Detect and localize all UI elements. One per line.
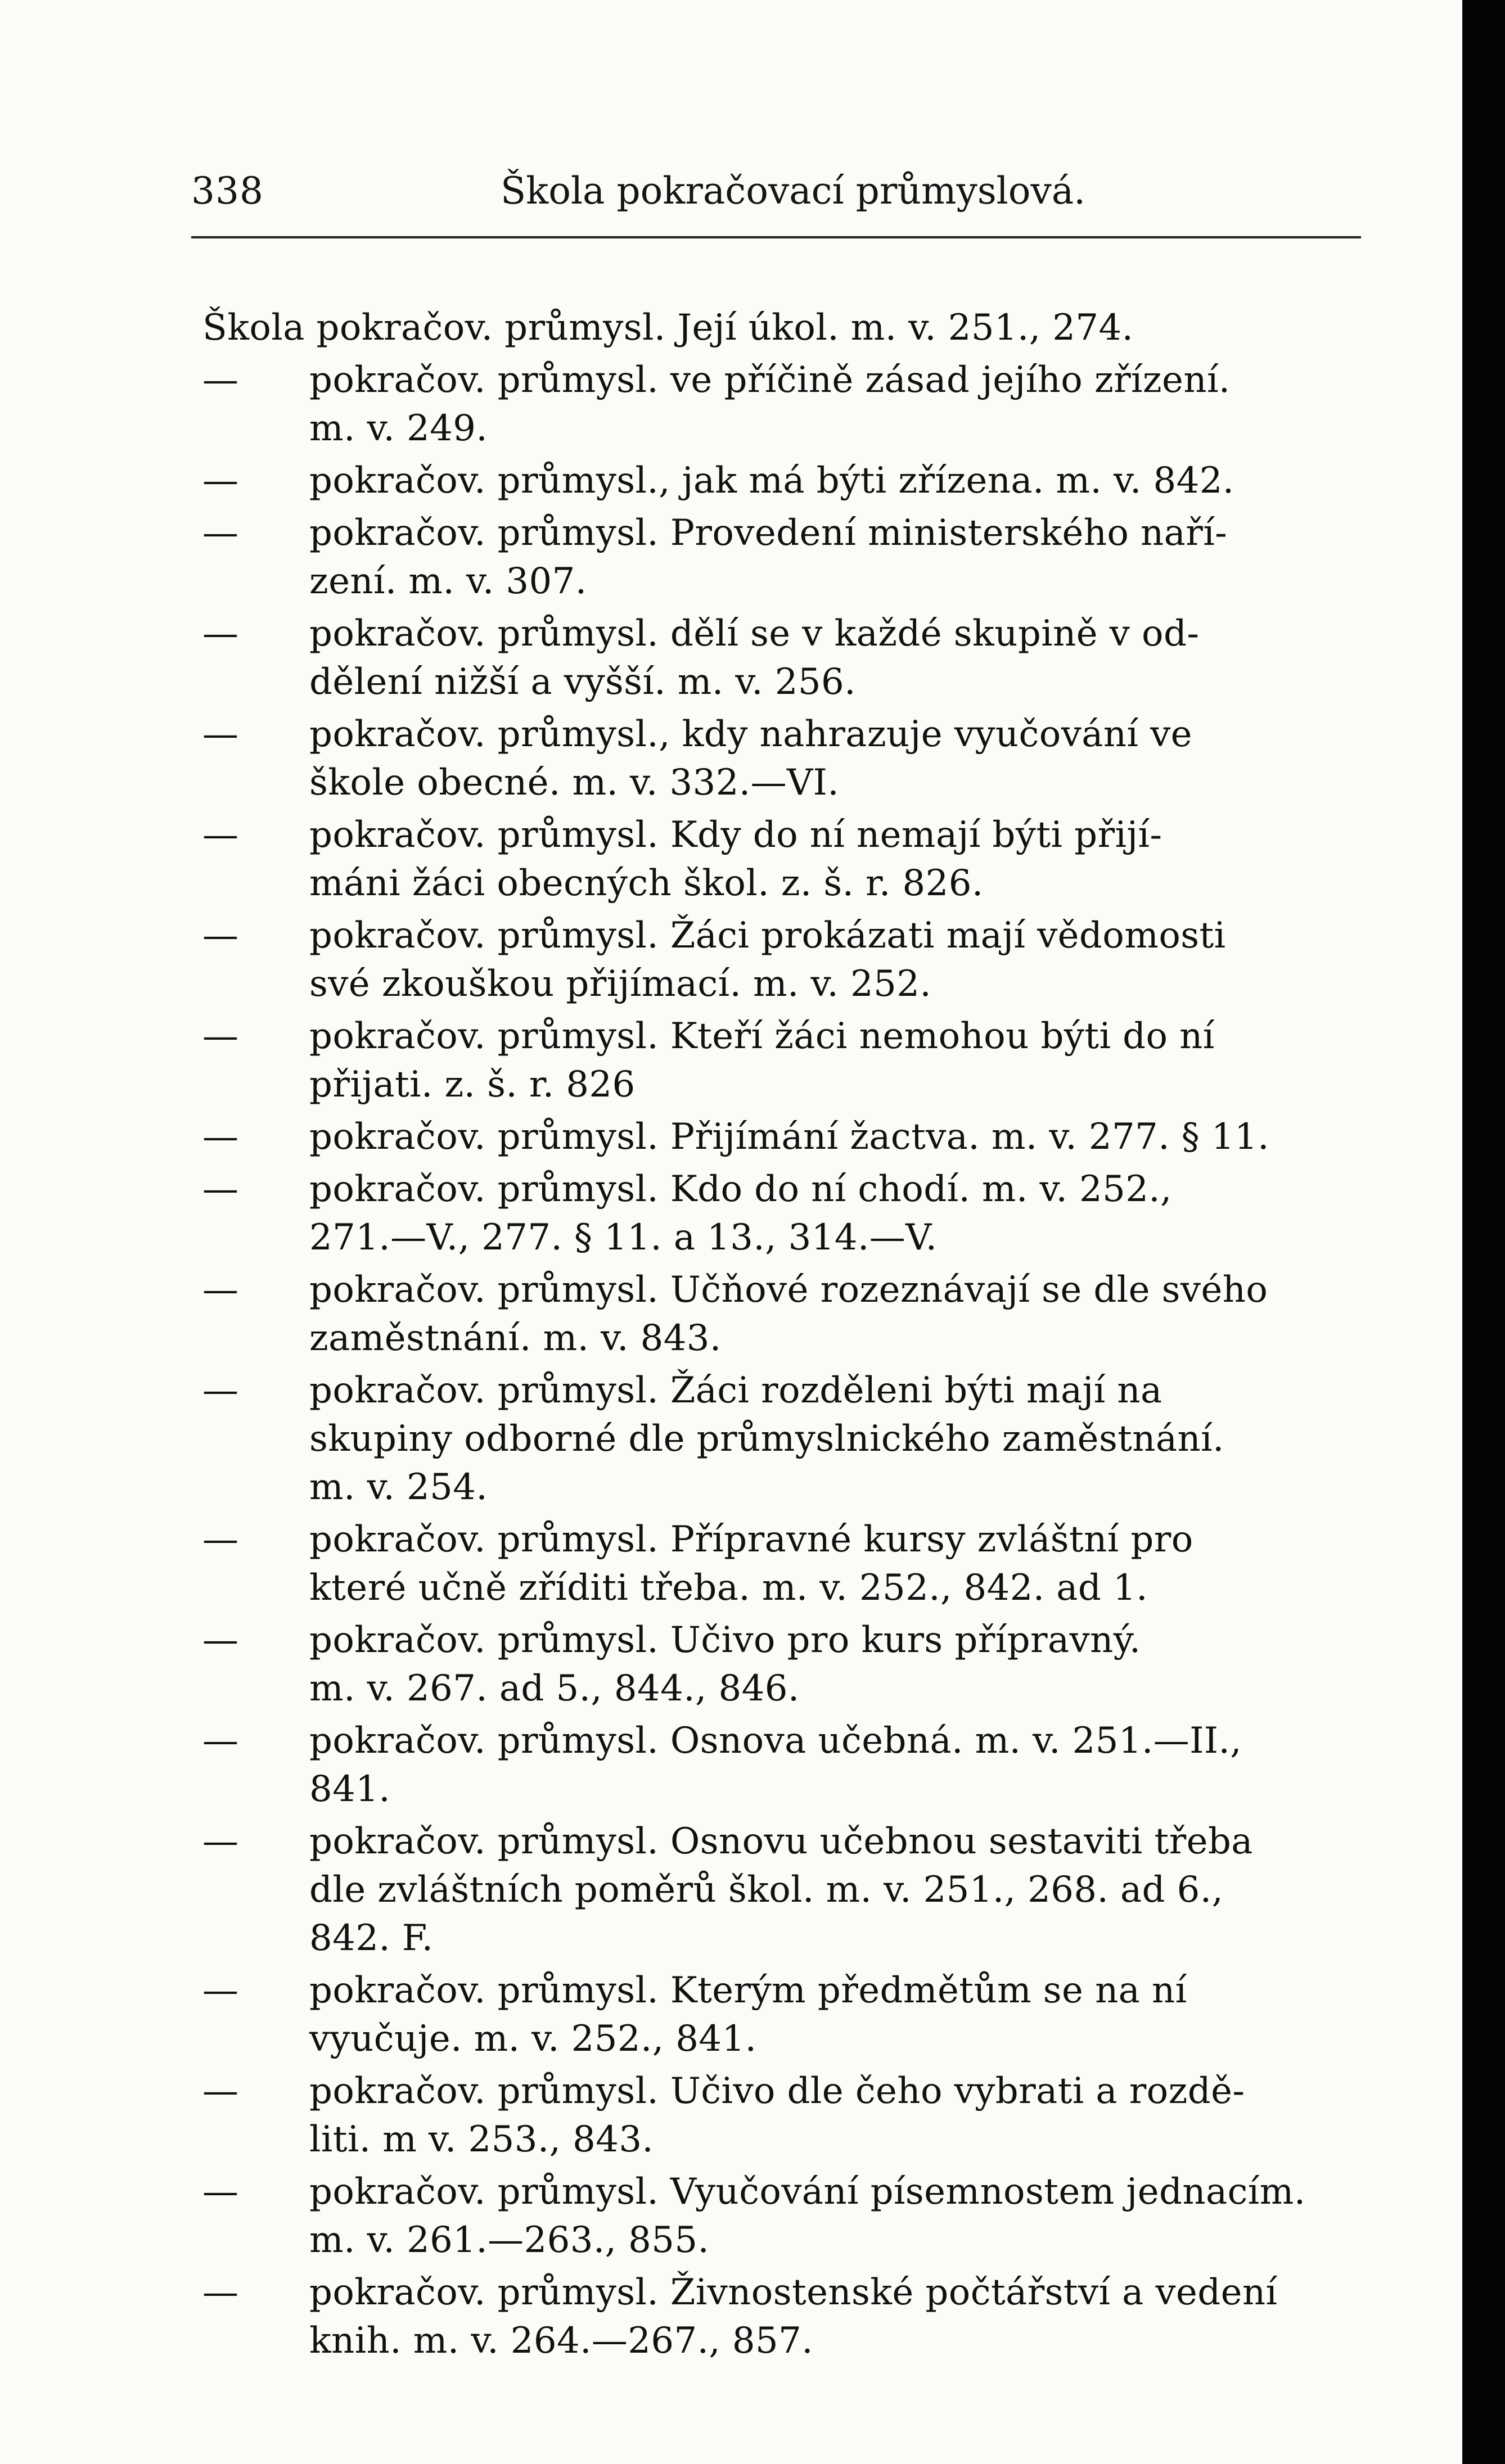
index-entry (202, 610, 1372, 706)
running-title: Škola pokračovací průmyslová. (501, 169, 1086, 213)
entry-continuation-line: máni žáci obecných škol. z. š. r. 826. (309, 863, 984, 904)
index-entry (202, 911, 1372, 1008)
entry-continuation-line: skupiny odborné dle průmyslnického zaměstnání. (309, 1418, 1224, 1460)
entry-dash: — (202, 1619, 239, 1661)
entry-first-line (202, 710, 1372, 759)
entry-continuation-line: 842. F. (309, 1917, 434, 1959)
index-entry (202, 457, 1372, 505)
entry-continuation-line: vyučuje. m. v. 252., 841. (309, 2018, 757, 2060)
index-entry (202, 2067, 1372, 2164)
entry-text: pokračov. průmysl. Živnostenské počtářství a vedení (309, 2272, 1278, 2313)
entry-dash: — (202, 1269, 239, 1311)
entry-first-line (202, 1515, 1372, 1564)
index-entry (202, 1616, 1372, 1713)
entry-continuation-line: 271.—V., 277. § 11. a 13., 314.—V. (309, 1217, 938, 1258)
entry-text: pokračov. průmysl. Učňové rozeznávají se dle svého (309, 1269, 1268, 1311)
entry-first-line (202, 1616, 1372, 1664)
entry-first-line (202, 610, 1372, 658)
entry-text: pokračov. průmysl. Kteří žáci nemohou býti do ní (309, 1016, 1215, 1057)
entry-dash: — (202, 814, 239, 856)
entry-text: pokračov. průmysl. Osnovu učebnou sestaviti třeba (309, 1821, 1253, 1862)
entry-continuation-line: které učně zříditi třeba. m. v. 252., 842. ad 1. (309, 1567, 1148, 1609)
entry-first-line (202, 1266, 1372, 1314)
index-entry (202, 356, 1372, 453)
entry-text: pokračov. průmysl. ve příčině zásad jejího zřízení. (309, 359, 1231, 401)
entry-text: pokračov. průmysl. Učivo dle čeho vybrati a rozdě- (309, 2070, 1245, 2112)
entry-dash: — (202, 2171, 239, 2213)
entry-dash: — (202, 1720, 239, 1762)
entry-first-line (202, 1012, 1372, 1060)
entry-dash: — (202, 714, 239, 755)
entry-text: pokračov. průmysl. Učivo pro kurs přípravný. (309, 1619, 1141, 1661)
entry-dash: — (202, 1970, 239, 2011)
entry-first-line (202, 304, 1372, 352)
entry-continuation-line: m. v. 267. ad 5., 844., 846. (309, 1668, 800, 1709)
entry-first-line (202, 2168, 1372, 2216)
index-entry (202, 1165, 1372, 1262)
entry-continuation-line: liti. m v. 253., 843. (309, 2119, 654, 2160)
entry-dash: — (202, 1116, 239, 1158)
entry-first-line (202, 509, 1372, 557)
index-entry (202, 1717, 1372, 1813)
entry-dash: — (202, 2070, 239, 2112)
entry-text: pokračov. průmysl. Kdo do ní chodí. m. v. 252., (309, 1168, 1172, 1210)
entry-dash: — (202, 1016, 239, 1057)
entry-first-line (202, 457, 1372, 505)
entry-text: pokračov. průmysl. Žáci prokázati mají vědomosti (309, 915, 1226, 956)
index-entry (202, 304, 1372, 352)
entry-text: pokračov. průmysl. Kterým předmětům se na ní (309, 1970, 1187, 2011)
entry-first-line (202, 1113, 1372, 1161)
index-entries (202, 304, 1372, 2369)
index-entry (202, 509, 1372, 606)
entry-first-line (202, 1817, 1372, 1866)
entry-continuation-line: přijati. z. š. r. 826 (309, 1064, 636, 1105)
entry-text: pokračov. průmysl. Přijímání žactva. m. v. 277. § 11. (309, 1116, 1269, 1158)
entry-first-line (202, 356, 1372, 404)
index-entry (202, 1817, 1372, 1962)
entry-text: pokračov. průmysl. Přípravné kursy zvláštní pro (309, 1519, 1193, 1560)
entry-dash: — (202, 359, 239, 401)
entry-text: pokračov. průmysl. dělí se v každé skupině v od- (309, 613, 1200, 655)
entry-first-line (202, 911, 1372, 960)
entry-first-line (202, 1717, 1372, 1765)
index-entry (202, 1266, 1372, 1362)
entry-first-line (202, 1366, 1372, 1415)
scan-edge (1462, 0, 1505, 2464)
index-entry (202, 811, 1372, 908)
entry-continuation-line: m. v. 249. (309, 408, 488, 449)
index-entry (202, 1113, 1372, 1161)
entry-text: Škola pokračov. průmysl. Její úkol. m. v. 251., 274. (202, 307, 1134, 349)
entry-continuation-line: dělení nižší a vyšší. m. v. 256. (309, 661, 856, 703)
entry-dash: — (202, 1168, 239, 1210)
index-entry (202, 1366, 1372, 1511)
header-rule (191, 236, 1361, 238)
index-entry (202, 1515, 1372, 1612)
entry-dash: — (202, 2272, 239, 2313)
index-entry (202, 710, 1372, 807)
entry-continuation-line: knih. m. v. 264.—267., 857. (309, 2320, 813, 2362)
entry-continuation-line: m. v. 261.—263., 855. (309, 2219, 710, 2261)
entry-dash: — (202, 915, 239, 956)
entry-dash: — (202, 613, 239, 655)
entry-continuation-line: 841. (309, 1768, 391, 1810)
page-header (191, 169, 1361, 231)
entry-text: pokračov. průmysl. Vyučování písemnostem jednacím. (309, 2171, 1306, 2213)
entry-first-line (202, 2067, 1372, 2115)
index-entry (202, 2268, 1372, 2365)
entry-first-line (202, 1165, 1372, 1213)
entry-dash: — (202, 1821, 239, 1862)
entry-first-line (202, 811, 1372, 859)
entry-text: pokračov. průmysl. Provedení ministerského naří- (309, 512, 1228, 554)
entry-text: pokračov. průmysl., jak má býti zřízena. m. v. 842. (309, 460, 1234, 502)
entry-continuation-line: škole obecné. m. v. 332.—VI. (309, 762, 840, 804)
entry-first-line (202, 1966, 1372, 2015)
entry-continuation-line: m. v. 254. (309, 1466, 488, 1508)
entry-dash: — (202, 1370, 239, 1411)
index-entry (202, 2168, 1372, 2264)
entry-text: pokračov. průmysl. Osnova učebná. m. v. 251.—II., (309, 1720, 1242, 1762)
index-entry (202, 1966, 1372, 2063)
entry-continuation-line: zení. m. v. 307. (309, 561, 587, 602)
entry-continuation-line: své zkouškou přijímací. m. v. 252. (309, 963, 932, 1005)
page-number: 338 (191, 169, 264, 213)
entry-text: pokračov. průmysl., kdy nahrazuje vyučování ve (309, 714, 1192, 755)
entry-continuation-line: zaměstnání. m. v. 843. (309, 1317, 722, 1359)
entry-dash: — (202, 1519, 239, 1560)
entry-dash: — (202, 512, 239, 554)
entry-dash: — (202, 460, 239, 502)
index-entry (202, 1012, 1372, 1109)
entry-text: pokračov. průmysl. Kdy do ní nemají býti přijí- (309, 814, 1162, 856)
entry-first-line (202, 2268, 1372, 2317)
entry-continuation-line: dle zvláštních poměrů škol. m. v. 251., 268. ad 6., (309, 1869, 1224, 1911)
entry-text: pokračov. průmysl. Žáci rozděleni býti mají na (309, 1370, 1162, 1411)
